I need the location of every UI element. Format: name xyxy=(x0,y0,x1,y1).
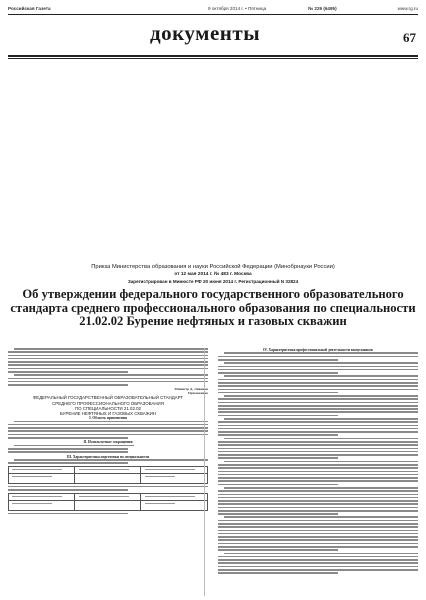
order-date: от 12 мая 2014 г. № 483 г. Москва xyxy=(174,272,252,277)
document-header xyxy=(8,264,418,329)
site-link[interactable]: www.rg.ru xyxy=(397,6,418,11)
header-divider-thin xyxy=(8,58,418,59)
blank-area xyxy=(8,62,418,262)
header-divider xyxy=(8,55,418,57)
top-divider xyxy=(8,14,418,15)
registration-line: Зарегистрирован в Минюсте РФ 20 июня 2014 г. Регистрационный N 32824 xyxy=(127,279,299,284)
right-column xyxy=(218,348,418,596)
column-divider xyxy=(204,348,205,596)
issue-date: 9 октября 2014 г. • Пятница xyxy=(208,6,267,11)
page-number: 67 xyxy=(403,30,416,45)
table-2 xyxy=(8,493,208,511)
section-title: документы xyxy=(150,21,261,45)
appendix-label: Приложение xyxy=(188,391,208,396)
section-heading-2: II. Используемые сокращения xyxy=(83,440,133,445)
standard-title-line-1: ФЕДЕРАЛЬНЫЙ ГОСУДАРСТВЕННЫЙ ОБРАЗОВАТЕЛЬНЫЙ СТАНДАРТ xyxy=(32,395,184,401)
document-body xyxy=(8,348,418,596)
standard-title-line-2: СРЕДНЕГО ПРОФЕССИОНАЛЬНОГО ОБРАЗОВАНИЯ xyxy=(52,400,164,406)
standard-title-line-3: ПО СПЕЦИАЛЬНОСТИ 21.02.02 xyxy=(75,405,141,411)
top-bar xyxy=(8,5,418,14)
order-title: Приказ Министерства образования и науки Российской Федерации (Минобрнауки России) xyxy=(91,264,335,270)
publication-name: Российская Газета xyxy=(8,6,51,11)
minister-signature: Министр Д. Ливанов xyxy=(174,387,208,392)
standard-title-line-4: БУРЕНИЕ НЕФТЯНЫХ И ГАЗОВЫХ СКВАЖИН xyxy=(59,410,157,416)
section-heading-3: III. Характеристика подготовки по специальности xyxy=(66,454,150,459)
section-heading-4: IV. Характеристика профессиональной деятельности выпускников xyxy=(263,348,373,352)
left-column xyxy=(8,348,208,596)
section-heading-1: I. Область применения xyxy=(89,416,127,421)
document-headline: Об утверждении федерального государственного образовательного стандарта среднего профессионального образования по специальности 21.02.02 Бурение нефтяных и газовых скважин xyxy=(10,287,416,328)
table-1 xyxy=(8,466,208,484)
issue-number: № 229 (6495) xyxy=(308,6,337,11)
